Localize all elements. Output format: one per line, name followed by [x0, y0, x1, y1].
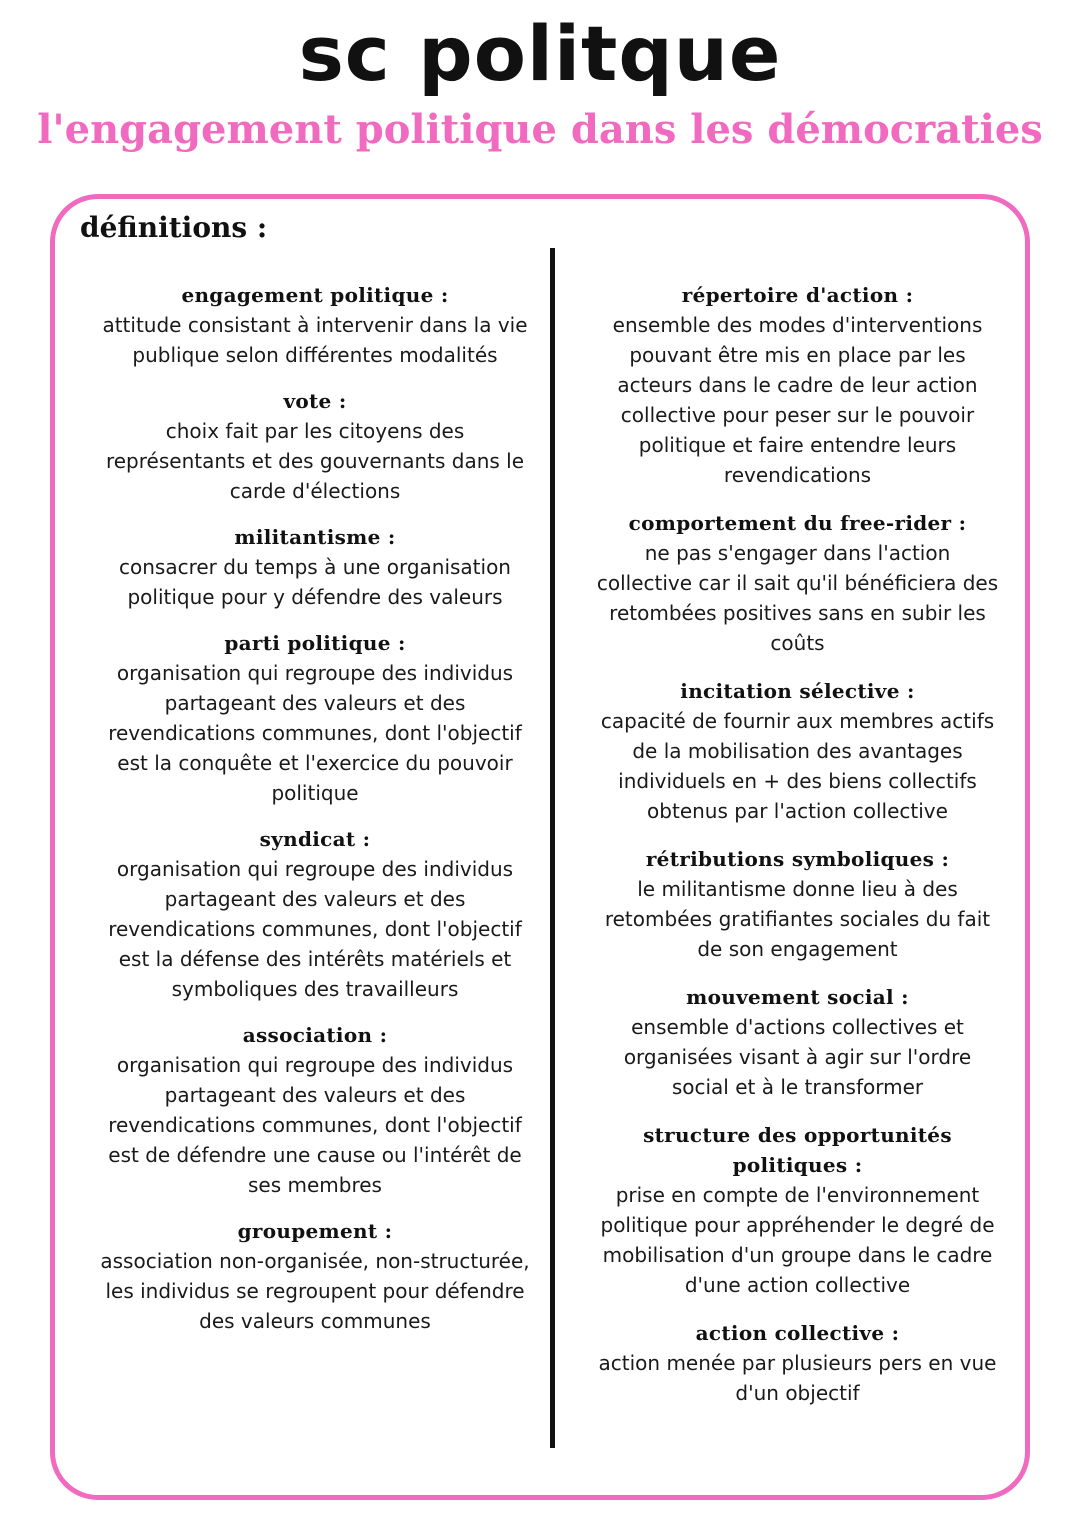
definition-text: attitude consistant à intervenir dans la vie publique selon différentes modalités — [102, 313, 528, 367]
page-subtitle: l'engagement politique dans les démocraties — [37, 106, 1043, 153]
right-column — [595, 280, 1000, 1426]
definition-text: ensemble des modes d'interventions pouvant être mis en place par les acteurs dans le cadre de leur action collective pour peser sur le pouvoir politique et faire entendre leurs revendications — [612, 313, 983, 487]
definition-term: répertoire d'action : — [681, 283, 914, 307]
definition-text: prise en compte de l'environnement politique pour appréhender le degré de mobilisation d'un groupe dans le cadre d'une action collective — [600, 1183, 995, 1297]
definition-action-collective — [595, 1318, 1000, 1408]
definition-incitation-selective — [595, 676, 1000, 826]
definition-term: syndicat : — [259, 827, 371, 851]
definition-parti-politique — [100, 628, 530, 808]
definition-term: mouvement social : — [686, 985, 909, 1009]
definition-retributions-symboliques — [595, 844, 1000, 964]
definition-engagement-politique — [100, 280, 530, 370]
definition-structure-opportunites — [595, 1120, 1000, 1300]
definition-term: incitation sélective : — [680, 679, 915, 703]
definition-term: rétributions symboliques : — [645, 847, 950, 871]
definition-text: organisation qui regroupe des individus partageant des valeurs et des revendications communes, dont l'objectif est de défendre une cause ou l'intérêt de ses membres — [108, 1053, 522, 1197]
definition-groupement — [100, 1216, 530, 1336]
definition-text: choix fait par les citoyens des représentants et des gouvernants dans le carde d'élections — [105, 419, 525, 503]
definition-term: vote : — [283, 389, 347, 413]
definition-text: ensemble d'actions collectives et organisées visant à agir sur l'ordre social et à le transformer — [623, 1015, 972, 1099]
definition-term: engagement politique : — [181, 283, 449, 307]
definition-term: groupement : — [237, 1219, 393, 1243]
definition-text: association non-organisée, non-structurée, les individus se regroupent pour défendre des valeurs communes — [100, 1249, 530, 1333]
definition-vote — [100, 386, 530, 506]
definition-term: comportement du free-rider : — [628, 511, 967, 535]
definition-term: action collective : — [695, 1321, 900, 1345]
definition-repertoire-action — [595, 280, 1000, 490]
definition-text: le militantisme donne lieu à des retombées gratifiantes sociales du fait de son engagement — [604, 877, 991, 961]
left-column — [100, 280, 530, 1352]
definition-text: action menée par plusieurs pers en vue d'un objectif — [598, 1351, 997, 1405]
definition-term: association : — [242, 1023, 388, 1047]
section-label: définitions : — [80, 211, 268, 244]
definition-militantisme — [100, 522, 530, 612]
definition-term: militantisme : — [234, 525, 396, 549]
definition-mouvement-social — [595, 982, 1000, 1102]
page-title: sc politque — [298, 9, 782, 98]
column-divider — [550, 248, 555, 1448]
definition-text: capacité de fournir aux membres actifs de la mobilisation des avantages individuels en + des biens collectifs obtenus par l'action collective — [600, 709, 995, 823]
definition-text: organisation qui regroupe des individus partageant des valeurs et des revendications communes, dont l'objectif est la défense des intérêts matériels et symboliques des travailleurs — [108, 857, 522, 1001]
definition-syndicat — [100, 824, 530, 1004]
definition-free-rider — [595, 508, 1000, 658]
definition-text: ne pas s'engager dans l'action collective car il sait qu'il bénéficiera des retombées positives sans en subir les coûts — [596, 541, 999, 655]
definition-association — [100, 1020, 530, 1200]
definition-term: structure des opportunités politiques : — [643, 1123, 952, 1177]
definition-term: parti politique : — [224, 631, 406, 655]
definition-text: consacrer du temps à une organisation politique pour y défendre des valeurs — [119, 555, 511, 609]
definition-text: organisation qui regroupe des individus partageant des valeurs et des revendications communes, dont l'objectif est la conquête et l'exercice du pouvoir politique — [108, 661, 522, 805]
